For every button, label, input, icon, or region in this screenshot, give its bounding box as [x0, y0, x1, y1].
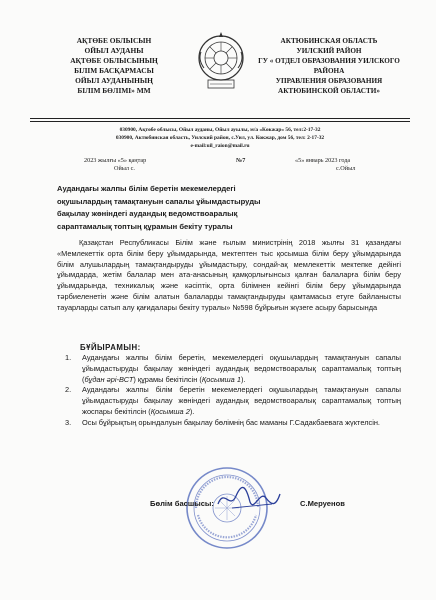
subject-line: Аудандағы жалпы білім беретін мекемелердегі	[57, 184, 236, 193]
item-italic: бұдан әрі-ВСТ	[84, 374, 134, 384]
item-italic: Қосымша 1	[201, 374, 241, 384]
item-text: Аудандағы жалпы білім беретін, мекемелердегі оқушылардың тамақтануын сапалы ұйымдастыруды бақылау жөніндегі аудандық ведомствоаралық сараптамалық топтың (	[82, 353, 401, 384]
item-text: ).	[240, 374, 246, 384]
header-left-line: АҚТӨБЕ ОБЛЫСЫНЫҢ	[70, 56, 158, 65]
item-text: Осы бұйрықтың орындалуын бақылау бөлімнің бас маманы Г.Садакбаевага жүктелсін.	[82, 417, 380, 427]
place-ru: с.Ойыл	[336, 165, 356, 172]
header-divider-thin	[30, 121, 410, 122]
signatory-name: С.Меруенов	[300, 499, 345, 508]
header-right-line: УИЛСКИЙ РАЙОН	[296, 47, 362, 55]
order-item	[57, 385, 401, 417]
order-item	[57, 353, 401, 385]
item-number: 3.	[65, 417, 72, 427]
state-emblem-icon	[196, 30, 246, 94]
header-right-line: ГУ « ОТДЕЛ ОБРАЗОВАНИЯ УИЛСКОГО	[258, 57, 400, 65]
header-left-line: ОЙЫЛ АУДАНЫНЫҢ	[75, 76, 153, 85]
header-right-line: УПРАВЛЕНИЯ ОБРАЗОВАНИЯ	[275, 77, 383, 85]
item-text: ) құрамы бекітілсін (	[133, 374, 202, 384]
subject-line: сараптамалық топтың құрамын бекіту туралы	[57, 221, 233, 231]
header-right-line: АКТЮБИНСКАЯ ОБЛАСТЬ	[280, 37, 378, 45]
subject-line: оқушылардың тамақтануын сапалы ұйымдастыруды	[57, 196, 261, 206]
address-ru: 030900, Актюбинская область, Уилский район, с.Уил, ул. Кокжар, дом 56, тел: 2-17-32	[115, 135, 325, 141]
header-left-line: ОЙЫЛ АУДАНЫ	[84, 46, 144, 55]
header-divider-thick	[30, 118, 410, 119]
header-right-line: РАЙОНА	[313, 67, 345, 75]
header-left-line: АҚТӨБЕ ОБЛЫСЫН	[76, 36, 152, 45]
handwritten-signature	[214, 484, 284, 514]
header-right-line: АКТЮБИНСКОЙ ОБЛАСТИ»	[278, 87, 380, 95]
signatory-title: Бөлім басшысы:	[150, 499, 214, 508]
place-kz: Ойыл с.	[114, 165, 135, 172]
email-address: e-mail:uil_raion@mail.ru	[190, 143, 250, 149]
address-kz: 030900, Ақтөбе облысы, Ойыл ауданы, Ойыл ауылы, м/а «Көкжар» 56, тел:2-17-32	[119, 127, 321, 133]
order-heading: БҰЙЫРАМЫН:	[80, 343, 141, 352]
header-left-line: БІЛІМ БАСҚАРМАСЫ	[74, 66, 154, 75]
date-ru: «5» январь 2023 года	[295, 157, 351, 164]
item-text: Аудандағы жалпы білім беретін мекемелердегі оқушылардың тамақтануын сапалы ұйымдастыруды бақылау жөніндегі аудандық ведомствоаралық сараптамалық топтың жоспары бекітілсін (	[82, 385, 401, 416]
header-left-line: БІЛІМ БӨЛІМІ» ММ	[77, 86, 151, 95]
item-number: 1.	[65, 353, 72, 362]
date-kz: 2023 жылғы «5» қаңтар	[84, 157, 147, 164]
header-right-ru	[254, 36, 404, 96]
header-left-kz	[40, 36, 188, 96]
order-subject	[57, 183, 357, 233]
document-number: №7	[236, 157, 246, 164]
order-items	[57, 353, 401, 429]
preamble	[57, 238, 401, 314]
subject-line: бақылау жөніндегі аудандық ведомствоаралық	[57, 209, 238, 218]
order-item	[57, 418, 401, 429]
item-text: ).	[189, 406, 195, 416]
preamble-text: Қазақстан Республикасы Білім және ғылым министрінің 2018 жылғы 31 қазандағы «Мемлекеттік орта білім беру ұйымдарында, мектептен тыс қосымша білім беру ұйымдарында білім алушылардың тамақтандыруды ұйымдастыру, сондай-ақ мемлекеттік мектепке дейінгі ұйымдарда, жетім балалар мен ата-анасының қамқорлығынсыз қалған балаларға білім беру ұйымдарында, техникалық және кәсіптік, орта білімнен кейінгі білім беру ұйымдарында тәрбиеленетін және білім алатын балаларды тамақтандыруды қамтамасыз етуге байланысты тауарларды сатып алу қағидалары бекіту туралы» №598 бұйрығын жүзеге асыру барысында	[57, 238, 401, 312]
item-number: 2.	[65, 385, 72, 395]
item-italic: Қосымша 2	[150, 406, 190, 416]
